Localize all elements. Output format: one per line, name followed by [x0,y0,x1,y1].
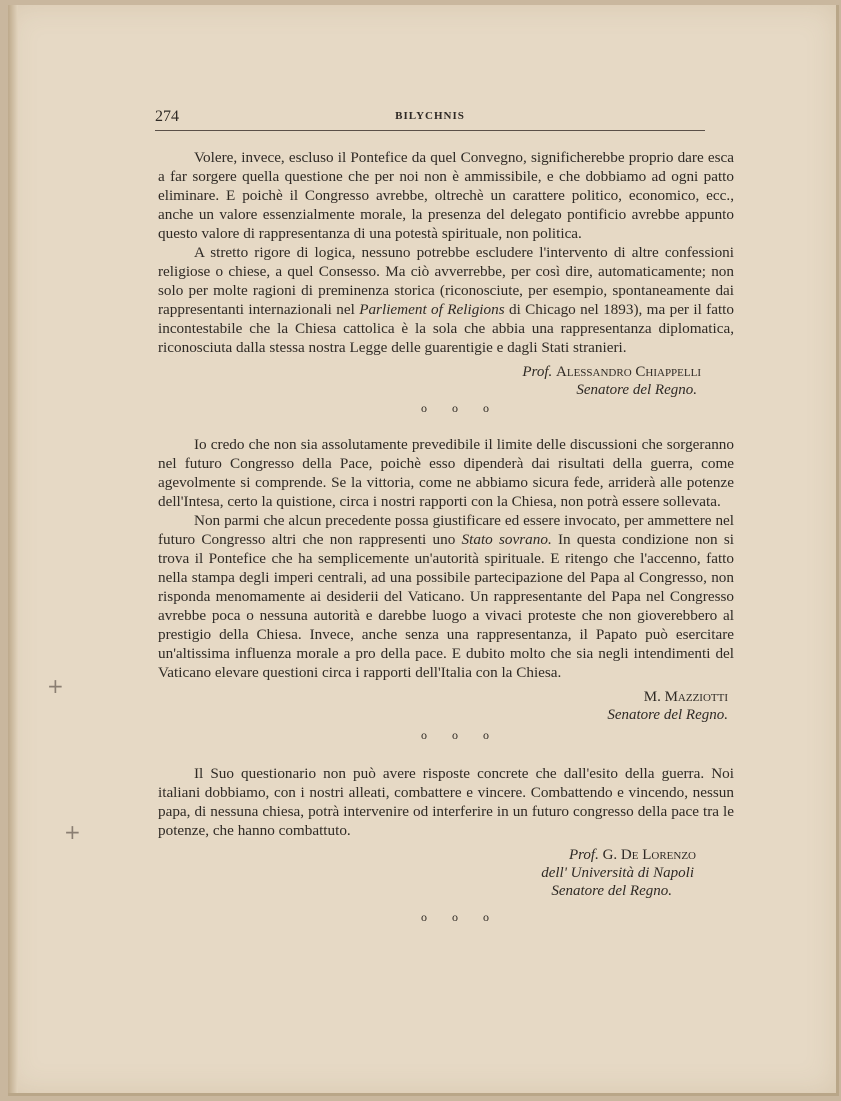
paragraph: Io credo che non sia assolutamente prevedibile il limite delle discussioni che sorgeranno nel futuro Congresso della Pace, poichè esso dipenderà dai risultati della guerra, come agevolmente si comprende. Se la vittoria, come ne abbiamo sicura fede, arriderà alle potenze dell'Intesa, certo la quistione, circa i nostri rapporti con la Chiesa, non potrà essere sollevata. [158,436,734,510]
running-header [155,108,705,131]
paragraph: A stretto rigore di logica, nessuno potrebbe escludere l'intervento di altre confessioni religiose o chiese, a quel Consesso. Ma ciò avverrebbe, per così dire, automaticamente; non solo per molte ragioni di preminenza storica (riconosciute, per esempio, spontaneamente dai rappresentanti internazionali nel Parliement of Religions di Chicago nel 1893), ma per il fatto incontestabile che la Chiesa cattolica è la sola che abbia una rappresentanza diplomatica, riconosciuta dalla stessa nostra Legge delle guarentigie e dagli Stati stranieri. [158,244,734,356]
signature-role: Senatore del Regno. [551,883,672,899]
running-title: BILYCHNIS [395,110,465,122]
signature-name: M. Mazziotti [643,689,728,705]
section-separator: o o o [421,401,500,415]
article-body [158,148,734,926]
signature-affiliation: dell' Università di Napoli [541,865,694,881]
italic-phrase: Stato sovrano. [461,531,552,548]
page-number: 274 [155,108,179,125]
signature-name: G. De Lorenzo [602,847,696,863]
signature-block [158,688,734,724]
signature-block [158,846,734,900]
paragraph: Non parmi che alcun precedente possa giustificare ed essere invocato, per ammettere nel futuro Congresso altri che non rappresenti uno Stato sovrano. In questa condizione non si trova il Pontefice che ha semplicemente un'autorità spirituale. E ritengo che l'accenno, fatto nella stampa degli imperi centrali, ad una possibile partecipazione del Papa al Congresso, non risponda menomamente ai desiderii del Vaticano. Un rappresentante del Papa nel Congresso avrebbe poca o nessuna autorità e darebbe luogo a vivaci proteste che non gioverebbero al prestigio della Chiesa. Invece, anche senza una rappresentanza, il Papato può esercitare un'altissima influenza morale a pro della pace. E dubito molto che sia negli intendimenti del Vaticano elevare questioni circa i rapporti dell'Italia con la Chiesa. [158,512,734,681]
signature-block [158,363,734,399]
crosshair-mark-icon: + [47,674,64,698]
signature-role: Senatore del Regno. [607,707,728,723]
signature-title: Prof. [568,847,599,863]
italic-phrase: Religions [447,301,505,318]
signature-name: Alessandro Chiappelli [556,364,701,380]
crosshair-mark-icon: + [64,820,81,844]
section-separator: o o o [421,728,500,742]
italic-phrase: Parliement of [359,301,443,318]
signature-title: Prof. [522,364,553,380]
page-edge [8,5,18,1093]
paragraph: Il Suo questionario non può avere risposte concrete che dall'esito della guerra. Noi italiani dobbiamo, con i nostri alleati, combattere e vincere. Combattendo e vincendo, nessun papa, di nessuna chiesa, potrà intervenire od interferire in un futuro congresso della pace tra le potenze, che hanno combattuto. [158,765,734,839]
signature-role: Senatore del Regno. [576,382,697,398]
section-separator: o o o [421,910,500,924]
paragraph: Volere, invece, escluso il Pontefice da quel Convegno, significherebbe proprio dare esca a far sorgere quella questione che per noi non è ammissibile, e che dobbiamo ad ogni patto eliminare. E poichè il Congresso avrebbe, oltrechè un carattere politico, economico, ecc., anche un valore essenzialmente morale, la presenza del delegato pontificio avrebbe appunto questo valore di rappresentanza di una potestà spirituale, non politica. [158,149,734,242]
